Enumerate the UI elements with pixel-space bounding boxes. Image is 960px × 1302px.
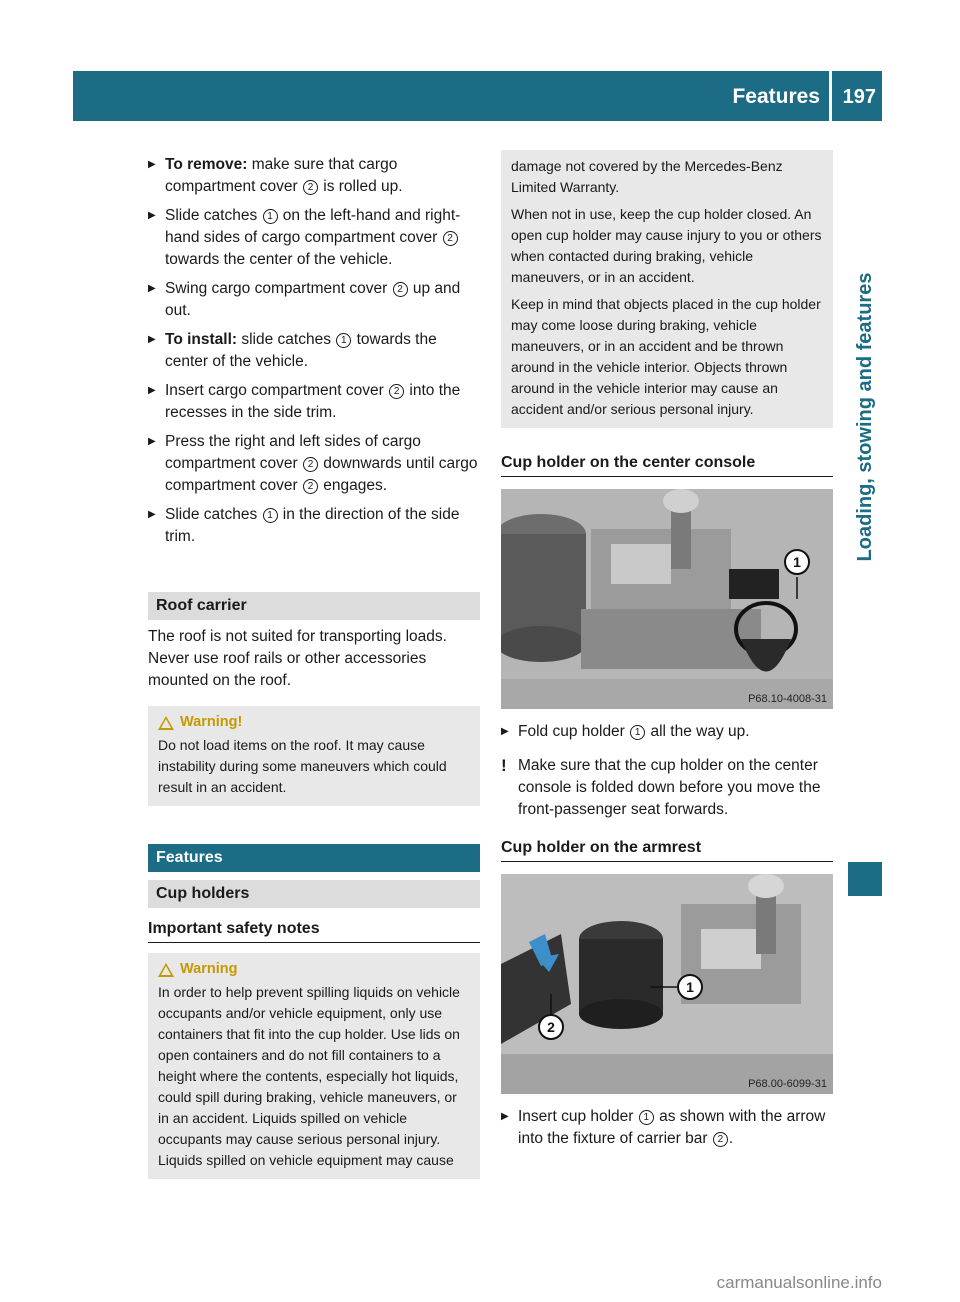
warning-text: damage not covered by the Mercedes-Benz Limited Warranty. [511, 158, 783, 195]
ref-number: 1 [630, 725, 645, 740]
step-text: Slide catches [165, 207, 262, 224]
warning-text: In order to help prevent spilling liquids on vehicle occupants and/or vehicle equipment, only use containers that fit into the cup holder. Use lids on open containers and do not fill containers to a height where the contents, especially hot liquids, could spill during braking, vehicle maneuvers, or in an accident. Liquids spilled on vehicle occupants may cause serious personal injury. Liquids spilled on vehicle equipment may cause [158, 984, 460, 1168]
armrest-illustration [501, 874, 833, 1094]
step-text: . [728, 1130, 734, 1147]
step-text: Insert cup holder [518, 1108, 638, 1125]
page-number: 197 [842, 86, 876, 108]
callout-1: 1 [677, 974, 703, 1000]
step-text: engages. [318, 477, 388, 494]
ref-number: 2 [303, 479, 318, 494]
ref-number: 2 [713, 1132, 728, 1147]
chapter-marker [848, 862, 882, 896]
warning-continuation-box [501, 150, 833, 428]
warning-text: Keep in mind that objects placed in the cup holder may come loose during braking, vehicle maneuvers, or in an accident and be thrown around in the vehicle interior. Objects thrown around in the vehicle interior may cause an accident and/or serious personal injury. [511, 296, 821, 417]
instruction-step [148, 504, 480, 548]
header-divider [829, 71, 832, 121]
header-title: Features [732, 85, 820, 108]
instruction-step [148, 431, 480, 497]
ref-number: 2 [389, 384, 404, 399]
step-text: Swing cargo compartment cover [165, 280, 392, 297]
step-text: into the recesses in the side trim. [165, 382, 461, 421]
warning-triangle-icon [158, 716, 174, 730]
step-text: on the left-hand and right-hand sides of cargo compartment cover [165, 207, 461, 246]
instruction-step [148, 278, 480, 322]
instruction-step [148, 329, 480, 373]
callout-2: 2 [538, 1014, 564, 1040]
step-text: slide catches [237, 331, 336, 348]
step-text: Fold cup holder [518, 723, 630, 740]
instruction-step [501, 1106, 833, 1150]
subheading-armrest: Cup holder on the armrest [501, 837, 833, 862]
roof-paragraph: The roof is not suited for transporting loads. Never use roof rails or other accessories mounted on the roof. [148, 628, 447, 689]
warning-title-text: Warning [180, 961, 238, 977]
instruction-step [148, 205, 480, 271]
photo-code: P68.00-6099-31 [748, 1078, 827, 1090]
section-heading-roof-carrier: Roof carrier [148, 592, 480, 620]
ref-number: 1 [263, 508, 278, 523]
center-console-illustration [501, 489, 833, 709]
left-column [148, 154, 480, 1179]
instruction-step [501, 721, 833, 743]
chapter-tab [848, 252, 882, 582]
subheading-center-console: Cup holder on the center console [501, 452, 833, 477]
step-text: up and out. [165, 280, 461, 319]
page-header [73, 71, 882, 121]
right-column [501, 150, 833, 1157]
instruction-step [148, 154, 480, 198]
photo-code: P68.10-4008-31 [748, 693, 827, 705]
exclamation-icon: ! [501, 756, 507, 775]
subheading-safety-notes: Important safety notes [148, 918, 480, 943]
step-text: Slide catches [165, 506, 262, 523]
photo-center-console-cup-holder [501, 489, 833, 709]
step-text: as shown with the arrow into the fixture of carrier bar [518, 1108, 826, 1147]
warning-text: Do not load items on the roof. It may cause instability during some maneuvers which could result in an accident. [158, 737, 447, 795]
warning-title [158, 959, 470, 980]
warning-title-text: Warning! [180, 714, 243, 730]
ref-number: 1 [263, 209, 278, 224]
ref-number: 1 [639, 1110, 654, 1125]
step-text: towards the center of the vehicle. [165, 331, 437, 370]
step-text: in the direction of the side trim. [165, 506, 460, 545]
step-text: is rolled up. [318, 178, 403, 195]
photo-armrest-cup-holder [501, 874, 833, 1094]
step-text: Insert cargo compartment cover [165, 382, 389, 399]
warning-triangle-icon [158, 963, 174, 977]
step-lead: To install: [165, 331, 238, 348]
callout-1: 1 [784, 549, 810, 575]
footer-watermark: carmanualsonline.info [716, 1273, 882, 1292]
safety-warning-box [148, 953, 480, 1179]
step-text: towards the center of the vehicle. [165, 251, 393, 268]
ref-number: 2 [303, 180, 318, 195]
roof-warning-box [148, 706, 480, 806]
section-heading-cup-holders: Cup holders [148, 880, 480, 908]
note-text: Make sure that the cup holder on the center console is folded down before you move the front-passenger seat forwards. [518, 757, 821, 818]
caution-note [501, 755, 833, 821]
section-heading-features: Features [148, 844, 480, 872]
warning-title [158, 712, 470, 733]
step-lead: To remove: [165, 156, 248, 173]
step-text: make sure that cargo compartment cover [165, 156, 398, 195]
ref-number: 2 [393, 282, 408, 297]
step-text: Press the right and left sides of cargo compartment cover [165, 433, 421, 472]
step-text: all the way up. [646, 723, 750, 740]
chapter-tab-label: Loading, stowing and features [854, 272, 876, 562]
ref-number: 2 [303, 457, 318, 472]
warning-text: When not in use, keep the cup holder closed. An open cup holder may cause injury to you or others when contacted during braking, vehicle maneuvers, or in an accident. [511, 206, 822, 285]
instruction-step [148, 380, 480, 424]
step-text: downwards until cargo compartment cover [165, 455, 478, 494]
ref-number: 2 [443, 231, 458, 246]
ref-number: 1 [336, 333, 351, 348]
